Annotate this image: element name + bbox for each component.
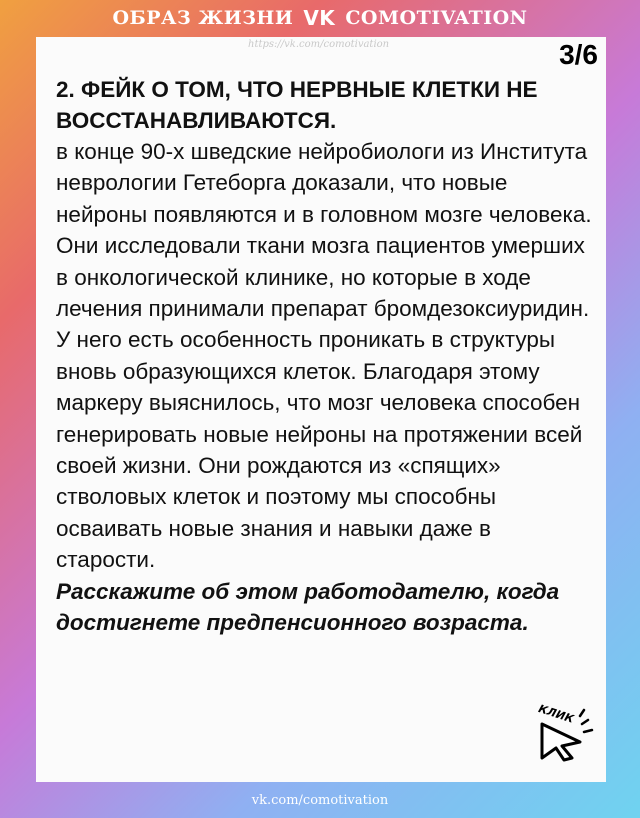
content-card [36, 37, 606, 782]
header-bar [0, 0, 640, 36]
post-closing: Расскажите об этом работодателю, когда достигнете предпенсионного возраста. [56, 578, 560, 635]
header-right-text: COMOTIVATION [345, 7, 528, 29]
click-badge[interactable] [528, 702, 598, 762]
click-arrow-icon [528, 702, 598, 762]
click-label: КЛИК [536, 702, 576, 726]
post-content [56, 74, 596, 638]
vk-logo-icon: VK [303, 6, 336, 30]
footer-url[interactable]: vk.com/comotivation [251, 792, 389, 808]
post-title: 2. ФЕЙК О ТОМ, ЧТО НЕРВНЫЕ КЛЕТКИ НЕ ВОССТАНАВЛИВАЮТСЯ. [56, 77, 538, 133]
page-counter: 3/6 [559, 39, 598, 70]
footer-bar [0, 782, 640, 818]
header-left-text: ОБРАЗ ЖИЗНИ [112, 7, 294, 29]
post-body: в конце 90-х шведские нейробиологи из Института неврологии Гетеборга доказали, что новые нейроны появляются и в головном мозге человека. Они исследовали ткани мозга пациентов умерших в онкологической клинике, но которые в ходе лечения принимали препарат бромдезоксиуридин. У него есть особенность проникать в структуры вновь образующихся клеток. Благодаря этому маркеру выяснилось, что мозг человека способен генерировать новые нейроны на протяжении всей своей жизни. Они рождаются из «спящих» стволовых клеток и поэтому мы способны осваивать новые знания и навыки даже в старости. [56, 139, 592, 573]
watermark-url: https://vk.com/comotivation [248, 39, 390, 50]
